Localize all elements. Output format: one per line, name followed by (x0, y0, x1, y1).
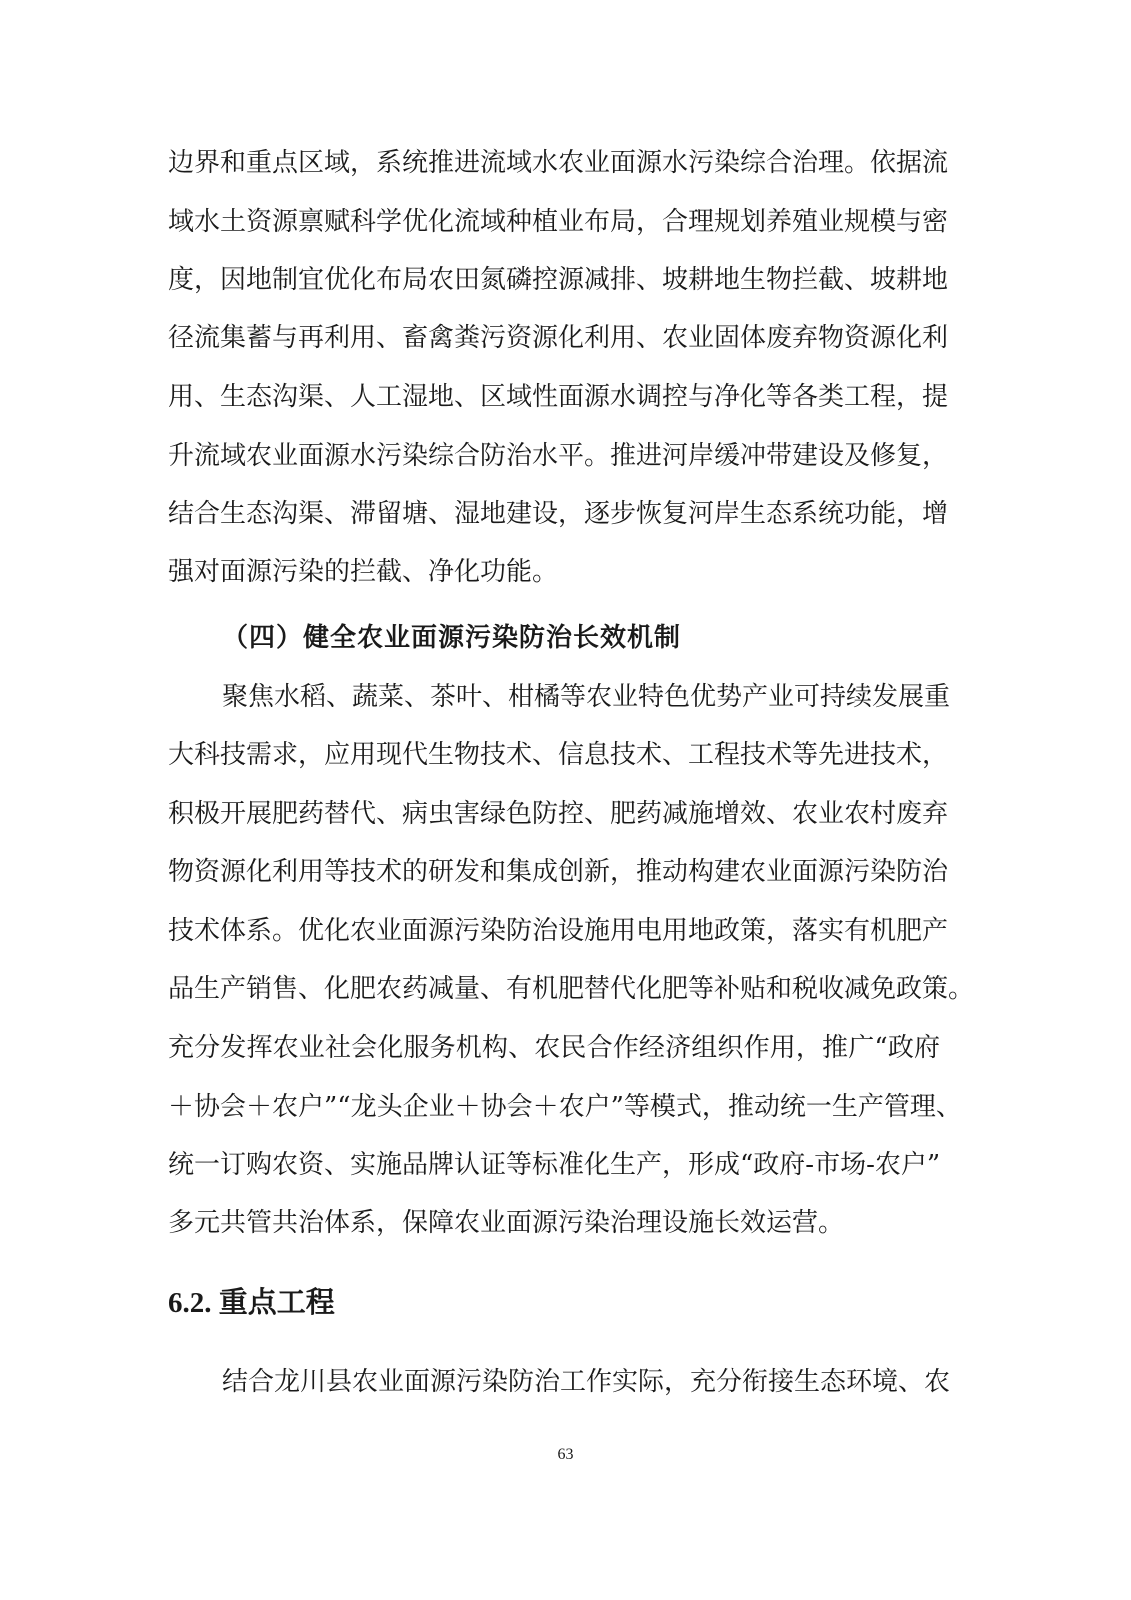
text-line: 多元共管共治体系，保障农业面源污染治理设施长效运营。 (168, 1208, 845, 1238)
text-line: 聚焦水稻、蔬菜、茶叶、柑橘等农业特色优势产业可持续发展重 (222, 682, 951, 712)
text-line: 统一订购农资、实施品牌认证等标准化生产，形成“政府-市场-农户” (168, 1150, 941, 1180)
section-heading-6-2: 6.2. 重点工程 (168, 1287, 335, 1319)
section-heading-4: （四）健全农业面源污染防治长效机制 (222, 623, 682, 653)
text-line: 径流集蓄与再利用、畜禽粪污资源化利用、农业固体废弃物资源化利 (168, 323, 949, 353)
text-line: 强对面源污染的拦截、净化功能。 (168, 557, 559, 587)
text-line: 结合龙川县农业面源污染防治工作实际，充分衔接生态环境、农 (222, 1367, 951, 1397)
text-line: 边界和重点区域，系统推进流域水农业面源水污染综合治理。依据流 (168, 148, 949, 178)
text-line: 积极开展肥药替代、病虫害绿色防控、肥药减施增效、农业农村废弃 (168, 799, 949, 829)
text-line: 物资源化利用等技术的研发和集成创新，推动构建农业面源污染防治 (168, 857, 949, 887)
text-line: 技术体系。优化农业面源污染防治设施用电用地政策，落实有机肥产 (168, 916, 949, 946)
page-number: 63 (557, 1446, 574, 1463)
text-line: 大科技需求，应用现代生物技术、信息技术、工程技术等先进技术， (168, 740, 949, 770)
text-line: 品生产销售、化肥农药减量、有机肥替代化肥等补贴和税收减免政策。 (168, 974, 975, 1004)
text-line: 充分发挥农业社会化服务机构、农民合作经济组织作用，推广“政府 (168, 1033, 940, 1063)
text-line: 结合生态沟渠、滞留塘、湿地建设，逐步恢复河岸生态系统功能，增 (168, 499, 949, 529)
text-line: ＋协会＋农户”“龙头企业＋协会＋农户”等模式，推动统一生产管理、 (168, 1092, 962, 1122)
text-line: 度，因地制宜优化布局农田氮磷控源减排、坡耕地生物拦截、坡耕地 (168, 265, 949, 295)
text-line: 域水土资源禀赋科学优化流域种植业布局，合理规划养殖业规模与密 (168, 207, 949, 237)
text-line: 用、生态沟渠、人工湿地、区域性面源水调控与净化等各类工程，提 (168, 382, 949, 412)
text-line: 升流域农业面源水污染综合防治水平。推进河岸缓冲带建设及修复， (168, 441, 949, 471)
